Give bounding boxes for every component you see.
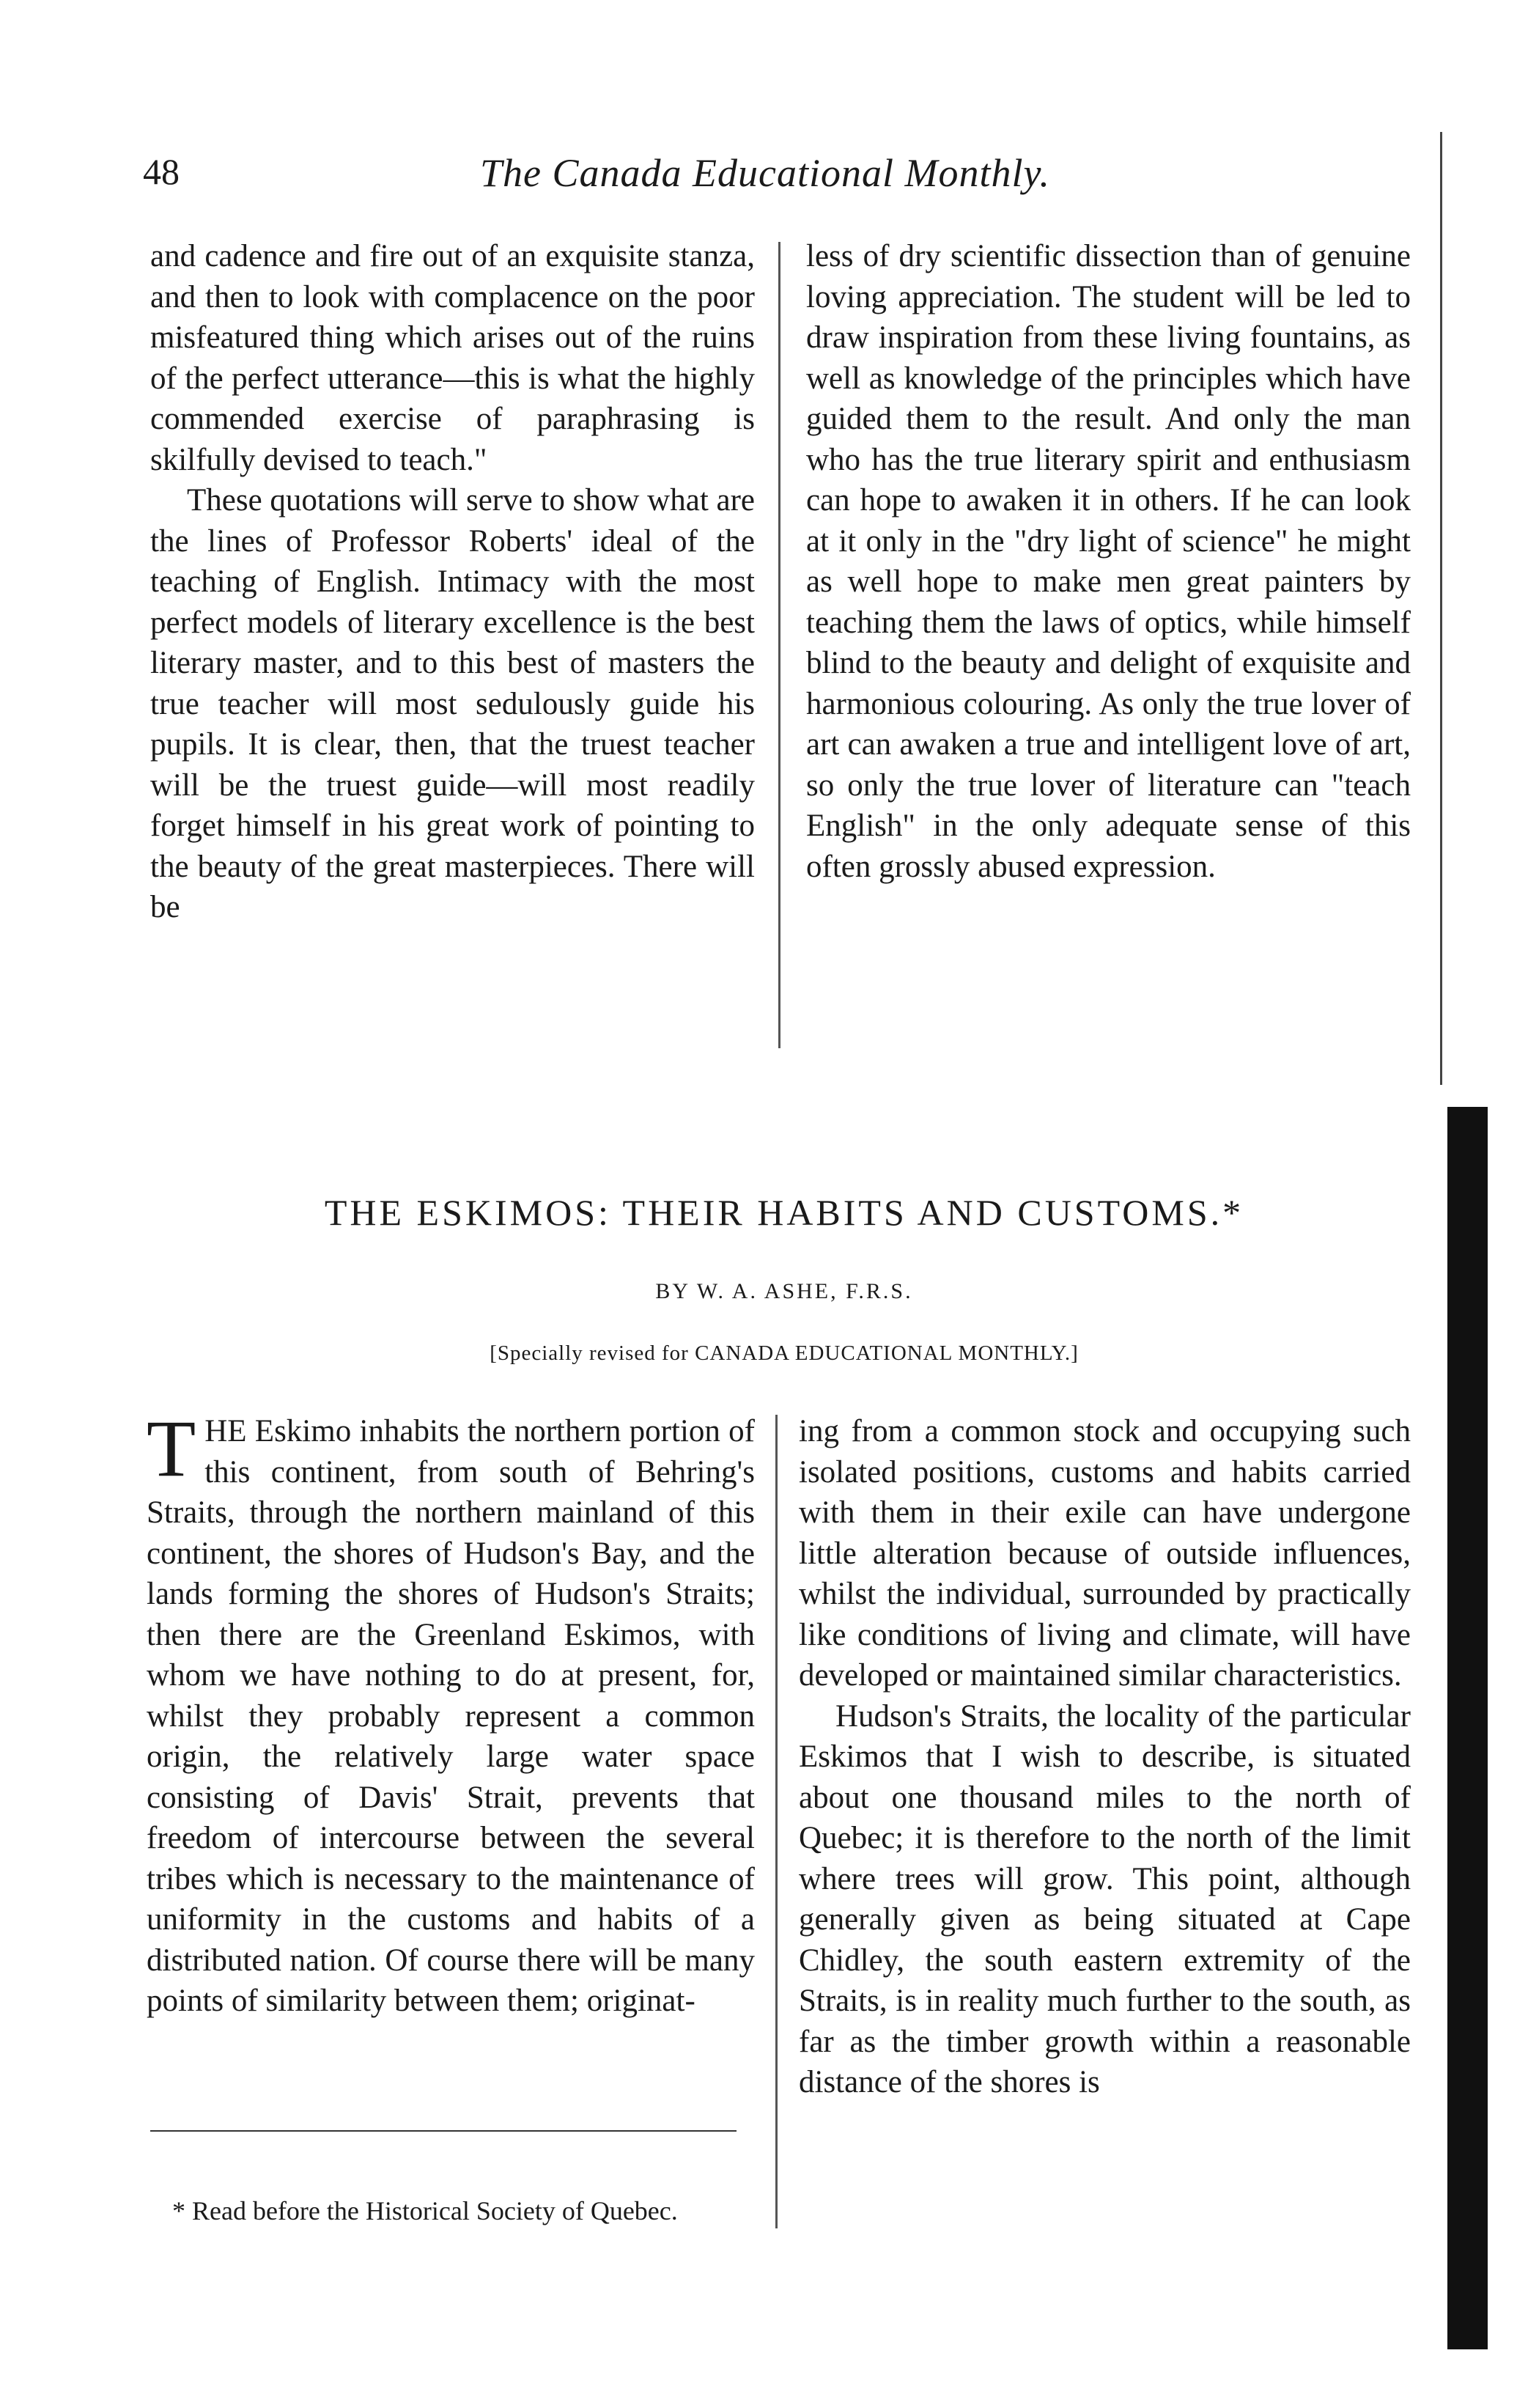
page-header — [143, 150, 1118, 209]
bottom-left-column — [147, 1404, 755, 2022]
byline: BY W. A. ASHE, F.R.S. — [655, 1279, 913, 1303]
paragraph: ing from a common stock and occupying such isolated positions, customs and habits carried with them in their exile can have undergone little alteration because of outside influences, whilst the individual, surrounded by practically like conditions of living and climate, will have developed or maintained similar characteristics. — [799, 1414, 1411, 1693]
page-number: 48 — [143, 151, 180, 192]
revised-note: [Specially revised for CANADA EDUCATIONAL MONTHLY.] — [490, 1341, 1079, 1365]
footnote-rule — [150, 2130, 737, 2132]
paragraph-text: HE Eskimo inhabits the northern portion of this continent, from south of Behring's Straits, through the northern mainland of this continent, the shores of Hudson's Bay, and the lands forming the shores of Hudson's Straits; then there are the Greenland Eskimos, with whom we have nothing to do at present, for, whilst they probably represent a common origin, the relatively large water space consisting of Davis' Strait, prevents that freedom of intercourse between the several tribes which is necessary to the maintenance of uniformity in the customs and habits of a distributed nation. Of course there will be many points of similarity between them; originat- — [147, 1414, 755, 2018]
top-left-column — [150, 236, 755, 928]
running-title: The Canada Educational Monthly. — [480, 151, 1050, 195]
paragraph: Hudson's Straits, the locality of the particular Eskimos that I wish to describe, is situated about one thousand miles to the north of Quebec; it is therefore to the north of the limit where trees will grow. This point, although generally given as being situated at Cape Chidley, the south eastern extremity of the Straits, is in reality much further to the south, as far as the timber growth within a reasonable distance of the shores is — [799, 1698, 1411, 2099]
footnote: * Read before the Historical Society of Quebec. — [172, 2196, 678, 2225]
scan-edge-bar — [1447, 1107, 1488, 2349]
paragraph — [147, 1404, 755, 2022]
paragraph: less of dry scientific dissection than of genuine loving appreciation. The student will be led to draw inspiration from these living fountains, as well as knowledge of the principles which have guided them to the result. And only the man who has the true literary spirit and enthusiasm can hope to awaken it in others. If he can look at it only in the "dry light of science" he might as well hope to make men great painters by teaching them the laws of optics, while himself blind to the beauty and delight of exquisite and harmonious colouring. As only the true lover of art can awaken a true and intelligent love of art, so only the true lover of literature can "teach English" in the only adequate sense of this often grossly abused expression. — [806, 239, 1411, 884]
bottom-right-column — [799, 1411, 1411, 2103]
scan-edge-line — [1440, 132, 1442, 1085]
drop-cap: T — [147, 1404, 196, 1493]
column-divider — [778, 242, 780, 1048]
paragraph: and cadence and fire out of an exquisite stanza, and then to look with complacence on the poor misfeatured thing which arises out of the ruins of the perfect utterance—this is what the highly commended exercise of paraphrasing is skilfully devised to teach." — [150, 239, 755, 477]
top-right-column — [806, 236, 1411, 887]
column-divider — [775, 1415, 778, 2228]
paragraph: These quotations will serve to show what are the lines of Professor Roberts' ideal of the teaching of English. Intimacy with the most perfect models of literary excellence is the best literary master, and to this best of masters the true teacher will most sedulously guide his pupils. It is clear, then, that the truest teacher will be the truest guide—will most readily forget himself in his great work of pointing to the beauty of the great masterpieces. There will be — [150, 483, 756, 924]
article-title: THE ESKIMOS: THEIR HABITS AND CUSTOMS.* — [324, 1192, 1244, 1233]
